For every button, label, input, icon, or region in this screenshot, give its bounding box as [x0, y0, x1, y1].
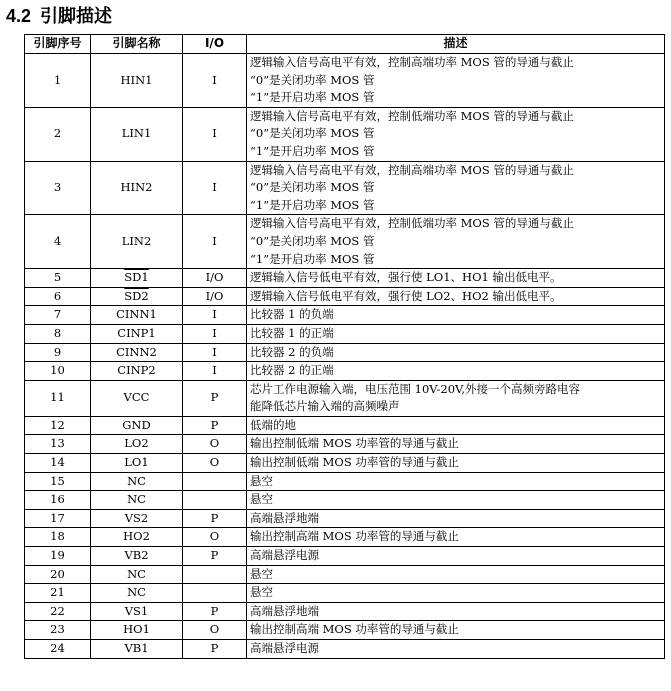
pin-number-cell: 12 — [25, 416, 91, 435]
pin-name-cell — [91, 306, 183, 325]
table-row — [25, 565, 665, 584]
description-line: “1”是开启功率 MOS 管 — [250, 197, 375, 212]
pin-number-cell: 21 — [25, 584, 91, 603]
table-row — [25, 547, 665, 566]
description-line: 高端悬浮地端 — [250, 510, 319, 525]
pin-name-cell — [91, 269, 183, 288]
pin-io-cell: O — [183, 454, 247, 473]
pin-io-cell — [183, 584, 247, 603]
pin-description-cell — [247, 362, 665, 381]
pin-io-cell: I — [183, 324, 247, 343]
pin-name: NC — [127, 566, 146, 581]
description-line: 能降低芯片输入端的高频噪声 — [250, 399, 400, 414]
pin-description-cell — [247, 54, 665, 108]
description-line: “1”是开启功率 MOS 管 — [250, 90, 375, 105]
pin-name-cell — [91, 640, 183, 659]
pin-name: LIN1 — [121, 126, 152, 141]
header-pin-no: 引脚序号 — [25, 35, 91, 54]
table-row — [25, 416, 665, 435]
table-row — [25, 215, 665, 269]
pin-io-cell: I — [183, 306, 247, 325]
pin-number-cell: 5 — [25, 269, 91, 288]
description-line: 输出控制高端 MOS 功率管的导通与截止 — [250, 529, 459, 544]
table-row — [25, 491, 665, 510]
pin-name: SD2 — [124, 288, 149, 303]
description-line: 逻辑输入信号高电平有效，控制高端功率 MOS 管的导通与截止 — [250, 162, 574, 177]
section-title: 引脚描述 — [40, 6, 113, 27]
pin-name: CINP1 — [117, 325, 156, 340]
pin-description-cell — [247, 547, 665, 566]
pin-name-cell — [91, 287, 183, 306]
table-row — [25, 324, 665, 343]
description-line: 逻辑输入信号低电平有效，强行使 LO2、HO2 输出低电平。 — [250, 288, 562, 303]
description-line: 悬空 — [250, 566, 273, 581]
pin-name: NC — [127, 473, 146, 488]
pin-description-cell — [247, 528, 665, 547]
description-line: 低端的地 — [250, 417, 296, 432]
pin-description-cell — [247, 324, 665, 343]
pin-description-cell — [247, 287, 665, 306]
pin-name-cell — [91, 454, 183, 473]
pin-io-cell: P — [183, 380, 247, 416]
description-line: 高端悬浮电源 — [250, 548, 319, 563]
description-line: 高端悬浮电源 — [250, 641, 319, 655]
pin-name: NC — [127, 585, 146, 600]
table-row — [25, 509, 665, 528]
pin-description-table — [24, 34, 665, 659]
description-line: “0”是关闭功率 MOS 管 — [250, 72, 375, 87]
description-line: “0”是关闭功率 MOS 管 — [250, 233, 375, 248]
table-row — [25, 528, 665, 547]
table-row — [25, 584, 665, 603]
pin-name-cell — [91, 324, 183, 343]
pin-io-cell: P — [183, 416, 247, 435]
pin-name-cell — [91, 362, 183, 381]
pin-description-cell — [247, 416, 665, 435]
pin-name-cell — [91, 161, 183, 215]
pin-name-cell — [91, 509, 183, 528]
pin-io-cell: I — [183, 161, 247, 215]
pin-name-cell — [91, 107, 183, 161]
pin-name: GND — [122, 417, 151, 432]
description-line: 高端悬浮地端 — [250, 603, 319, 618]
pin-number-cell: 3 — [25, 161, 91, 215]
pin-name-cell — [91, 602, 183, 621]
pin-io-cell: I — [183, 343, 247, 362]
pin-io-cell: I/O — [183, 269, 247, 288]
pin-io-cell: I/O — [183, 287, 247, 306]
section-heading — [6, 2, 112, 30]
description-line: “0”是关闭功率 MOS 管 — [250, 180, 375, 195]
table-row — [25, 287, 665, 306]
table-header-row — [25, 35, 665, 54]
table-row — [25, 380, 665, 416]
pin-name-cell — [91, 472, 183, 491]
table-row — [25, 435, 665, 454]
pin-name-cell — [91, 547, 183, 566]
pin-io-cell: P — [183, 602, 247, 621]
table-row — [25, 640, 665, 659]
description-line: 比较器 1 的正端 — [250, 325, 334, 340]
pin-name-cell — [91, 528, 183, 547]
pin-name: HIN2 — [120, 180, 153, 195]
pin-number-cell: 13 — [25, 435, 91, 454]
pin-name-cell — [91, 416, 183, 435]
description-line: “0”是关闭功率 MOS 管 — [250, 126, 375, 141]
description-line: 输出控制低端 MOS 功率管的导通与截止 — [250, 436, 459, 451]
pin-name: SD1 — [124, 270, 149, 285]
pin-number-cell: 4 — [25, 215, 91, 269]
pin-description-cell — [247, 472, 665, 491]
description-line: 比较器 2 的负端 — [250, 344, 334, 359]
pin-name: LO1 — [124, 455, 149, 470]
pin-name-cell — [91, 343, 183, 362]
pin-io-cell — [183, 472, 247, 491]
pin-name-cell — [91, 380, 183, 416]
pin-description-cell — [247, 380, 665, 416]
pin-name: LIN2 — [121, 233, 152, 248]
pin-description-cell — [247, 565, 665, 584]
pin-number-cell: 22 — [25, 602, 91, 621]
table-row — [25, 454, 665, 473]
table-row — [25, 472, 665, 491]
pin-io-cell: O — [183, 621, 247, 640]
pin-name: HO1 — [123, 622, 150, 637]
table-row — [25, 161, 665, 215]
pin-description-cell — [247, 269, 665, 288]
pin-number-cell: 14 — [25, 454, 91, 473]
pin-description-cell — [247, 491, 665, 510]
pin-number-cell: 9 — [25, 343, 91, 362]
description-line: 芯片工作电源输入端，电压范围 10V-20V,外接一个高频旁路电容 — [250, 381, 581, 396]
pin-number-cell: 7 — [25, 306, 91, 325]
pin-name: VB1 — [124, 641, 149, 655]
pin-io-cell: I — [183, 54, 247, 108]
pin-name: VCC — [123, 390, 150, 405]
pin-description-cell — [247, 435, 665, 454]
pin-number-cell: 24 — [25, 640, 91, 659]
pin-number-cell: 19 — [25, 547, 91, 566]
pin-description-cell — [247, 107, 665, 161]
pin-name: VS1 — [124, 603, 149, 618]
pin-number-cell: 2 — [25, 107, 91, 161]
pin-description-cell — [247, 454, 665, 473]
description-line: 逻辑输入信号低电平有效，强行使 LO1、HO1 输出低电平。 — [250, 270, 562, 285]
description-line: “1”是开启功率 MOS 管 — [250, 251, 375, 266]
section-number: 4.2 — [6, 6, 32, 26]
pin-io-cell: P — [183, 547, 247, 566]
pin-name-cell — [91, 565, 183, 584]
table-row — [25, 269, 665, 288]
description-line: 比较器 1 的负端 — [250, 307, 334, 322]
table-row — [25, 621, 665, 640]
pin-io-cell: I — [183, 215, 247, 269]
table-row — [25, 306, 665, 325]
pin-io-cell — [183, 565, 247, 584]
description-line: 输出控制低端 MOS 功率管的导通与截止 — [250, 455, 459, 470]
description-line: 悬空 — [250, 473, 273, 488]
pin-name-cell — [91, 215, 183, 269]
pin-number-cell: 23 — [25, 621, 91, 640]
description-line: “1”是开启功率 MOS 管 — [250, 143, 375, 158]
pin-io-cell: O — [183, 435, 247, 454]
header-pin-name: 引脚名称 — [91, 35, 183, 54]
description-line: 输出控制高端 MOS 功率管的导通与截止 — [250, 622, 459, 637]
pin-io-cell: O — [183, 528, 247, 547]
pin-number-cell: 11 — [25, 380, 91, 416]
pin-io-cell: P — [183, 509, 247, 528]
table-row — [25, 54, 665, 108]
description-line: 悬空 — [250, 585, 273, 600]
pin-description-cell — [247, 215, 665, 269]
pin-description-cell — [247, 509, 665, 528]
pin-description-cell — [247, 306, 665, 325]
pin-number-cell: 20 — [25, 565, 91, 584]
pin-description-cell — [247, 621, 665, 640]
pin-number-cell: 6 — [25, 287, 91, 306]
pin-name: NC — [127, 492, 146, 507]
header-description: 描述 — [247, 35, 665, 54]
pin-number-cell: 10 — [25, 362, 91, 381]
pin-name: CINN1 — [116, 307, 157, 322]
pin-number-cell: 15 — [25, 472, 91, 491]
table-row — [25, 602, 665, 621]
pin-name-cell — [91, 54, 183, 108]
description-line: 逻辑输入信号高电平有效，控制低端功率 MOS 管的导通与截止 — [250, 216, 574, 231]
pin-io-cell: P — [183, 640, 247, 659]
table-row — [25, 362, 665, 381]
pin-number-cell: 16 — [25, 491, 91, 510]
pin-io-cell — [183, 491, 247, 510]
pin-name: VS2 — [124, 510, 149, 525]
table-row — [25, 107, 665, 161]
pin-description-cell — [247, 602, 665, 621]
table-row — [25, 343, 665, 362]
description-line: 悬空 — [250, 492, 273, 507]
pin-description-cell — [247, 161, 665, 215]
header-io: I/O — [183, 35, 247, 54]
pin-io-cell: I — [183, 107, 247, 161]
pin-name-cell — [91, 491, 183, 510]
pin-number-cell: 8 — [25, 324, 91, 343]
pin-description-cell — [247, 640, 665, 659]
pin-description-cell — [247, 584, 665, 603]
pin-name-cell — [91, 584, 183, 603]
pin-description-cell — [247, 343, 665, 362]
pin-number-cell: 17 — [25, 509, 91, 528]
pin-name: HO2 — [123, 529, 150, 544]
pin-name-cell — [91, 621, 183, 640]
description-line: 逻辑输入信号高电平有效，控制高端功率 MOS 管的导通与截止 — [250, 55, 574, 69]
pin-name: VB2 — [124, 548, 149, 563]
pin-io-cell: I — [183, 362, 247, 381]
pin-name-cell — [91, 435, 183, 454]
pin-name: CINP2 — [117, 363, 156, 378]
description-line: 比较器 2 的正端 — [250, 363, 334, 378]
pin-number-cell: 18 — [25, 528, 91, 547]
pin-name: HIN1 — [120, 72, 153, 87]
pin-name: CINN2 — [116, 344, 157, 359]
pin-name: LO2 — [124, 436, 149, 451]
pin-number-cell: 1 — [25, 54, 91, 108]
description-line: 逻辑输入信号高电平有效，控制低端功率 MOS 管的导通与截止 — [250, 108, 574, 123]
table-body — [25, 54, 665, 659]
